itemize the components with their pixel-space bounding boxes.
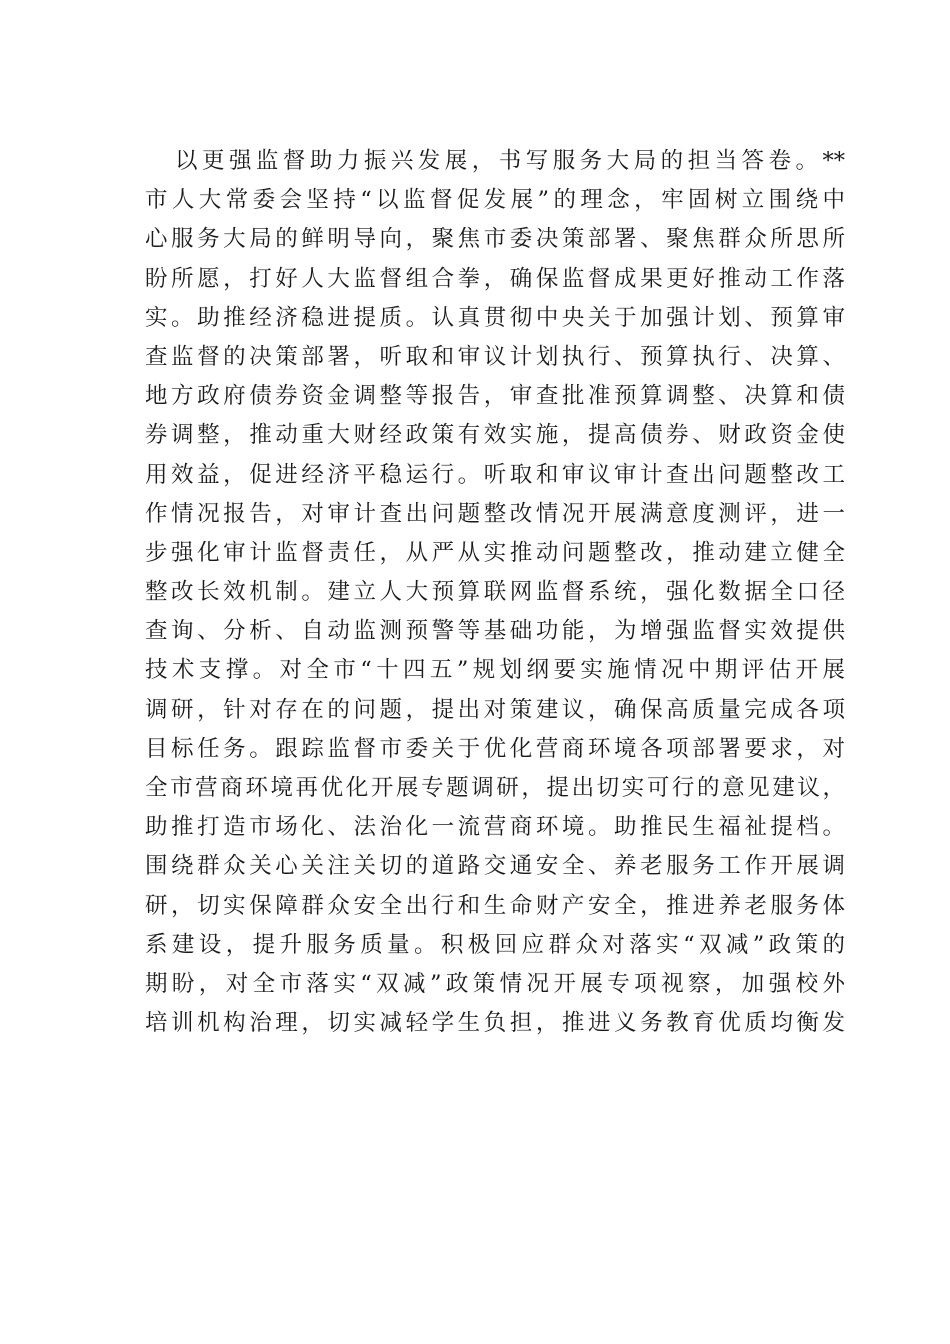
text-line: 整改长效机制。建立人大预算联网监督系统，强化数据全口径 [145, 579, 845, 606]
text-line: 研，切实保障群众安全出行和生命财产安全，推进养老服务体 [145, 892, 845, 919]
text-line: 盼所愿，打好人大监督组合拳，确保监督成果更好推动工作落 [145, 265, 845, 292]
text-line: 培训机构治理，切实减轻学生负担，推进义务教育优质均衡发 [145, 1010, 845, 1037]
text-line: 查询、分析、自动监测预警等基础功能，为增强监督实效提供 [145, 618, 845, 645]
text-line: 助推打造市场化、法治化一流营商环境。助推民生福祉提档。 [145, 814, 845, 841]
text-line: 系建设，提升服务质量。积极回应群众对落实“双减”政策的 [145, 931, 845, 958]
text-line: 围绕群众关心关注关切的道路交通安全、养老服务工作开展调 [145, 853, 845, 880]
body-paragraph [145, 142, 845, 1043]
text-line: 作情况报告，对审计查出问题整改情况开展满意度测评，进一 [145, 500, 845, 527]
text-line: 全市营商环境再优化开展专题调研，提出切实可行的意见建议， [145, 775, 845, 801]
text-line: 目标任务。跟踪监督市委关于优化营商环境各项部署要求，对 [145, 735, 845, 762]
text-line: 期盼，对全市落实“双减”政策情况开展专项视察，加强校外 [145, 970, 845, 997]
text-line: 技术支撑。对全市“十四五”规划纲要实施情况中期评估开展 [145, 657, 845, 684]
text-line: 地方政府债券资金调整等报告，审查批准预算调整、决算和债 [145, 383, 845, 410]
text-line: 查监督的决策部署，听取和审议计划执行、预算执行、决算、 [145, 343, 845, 370]
text-line: 以更强监督助力振兴发展，书写服务大局的担当答卷。** [175, 148, 845, 174]
text-line: 券调整，推动重大财经政策有效实施，提高债券、财政资金使 [145, 422, 845, 449]
text-line: 用效益，促进经济平稳运行。听取和审议审计查出问题整改工 [145, 461, 845, 488]
text-line: 心服务大局的鲜明导向，聚焦市委决策部署、聚焦群众所思所 [145, 226, 845, 253]
text-line: 步强化审计监督责任，从严从实推动问题整改，推动建立健全 [145, 539, 845, 566]
text-line: 调研，针对存在的问题，提出对策建议，确保高质量完成各项 [145, 696, 845, 723]
text-line: 实。助推经济稳进提质。认真贯彻中央关于加强计划、预算审 [145, 304, 845, 331]
text-line: 市人大常委会坚持“以监督促发展”的理念，牢固树立围绕中 [145, 187, 845, 214]
